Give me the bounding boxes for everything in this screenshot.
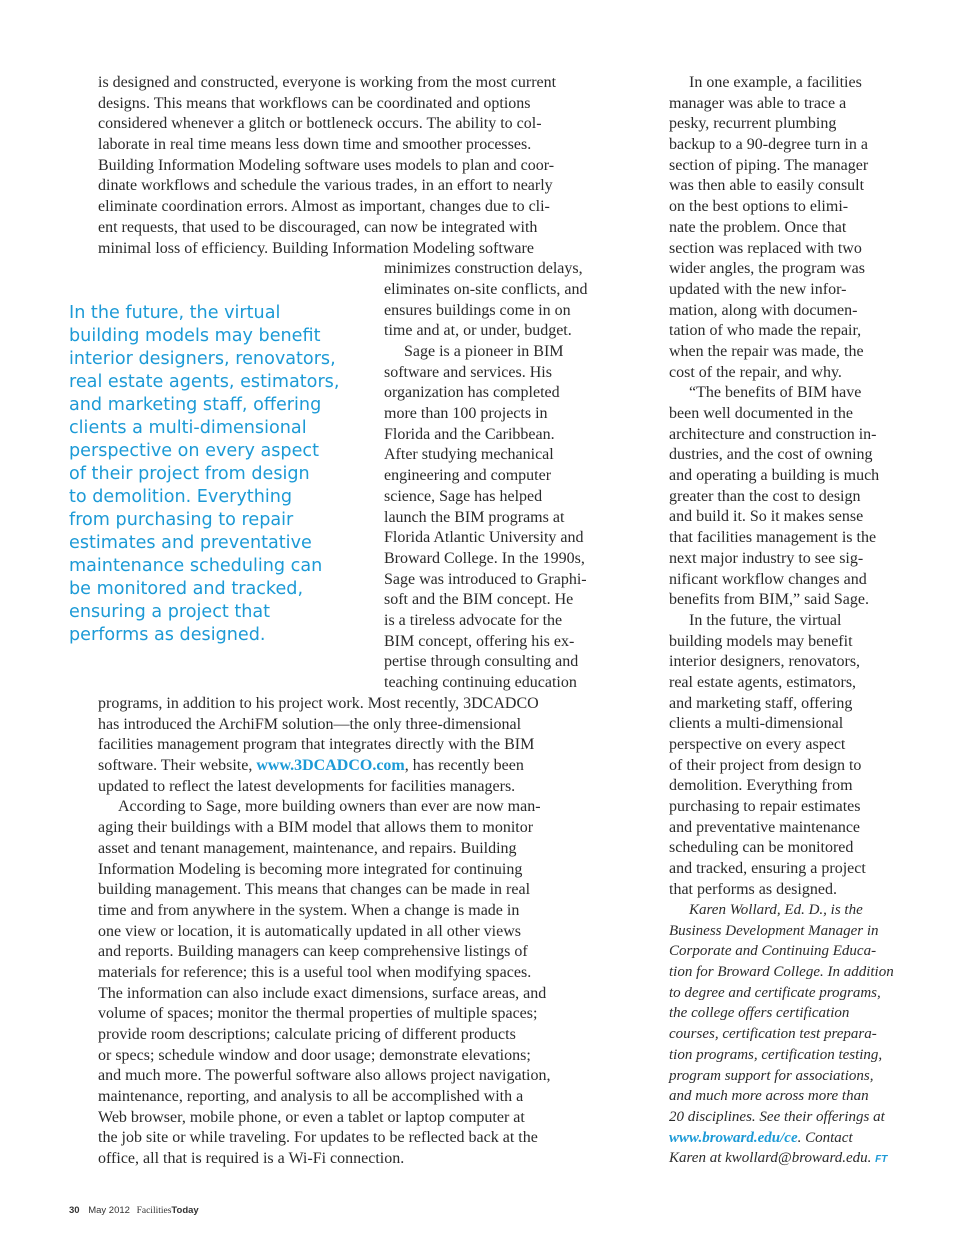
text-line: Information Modeling is becoming more integrated for continuing [98,860,523,878]
bio-line [669,1130,894,1151]
text-line: updated with the new infor- [669,280,847,298]
text-line: that performs as designed. [669,880,837,898]
text-line: software and services. His [384,363,552,381]
right-body [669,74,894,902]
bio-line: Karen Wollard, Ed. D., is the [689,902,863,918]
text-line: ent requests, that used to be discouraged, can now be integrated with [98,218,538,236]
text-line: eliminates on-site conflicts, and [384,280,588,298]
text-line: nificant workflow changes and [669,570,867,588]
text-line: tation of who made the repair, [669,322,862,340]
text-line: architecture and construction in- [669,425,877,443]
text-fragment: , has recently been [404,757,524,775]
author-bio [669,902,894,1171]
text-line: dustries, and the cost of owning [669,446,873,464]
text-line: section was replaced with two [669,239,862,257]
bio-line: to degree and certificate programs, [669,984,881,1001]
bio-line: and much more across more than [669,1088,869,1105]
text-line: has introduced the ArchiFM solution—the only three-dimensional [98,715,522,733]
text-line: building models may benefit [669,632,853,650]
text-line: backup to a 90-degree turn in a [669,136,869,154]
text-line: perspective on every aspect [669,736,846,753]
text-line: more than 100 projects in [384,405,548,423]
text-line: laborate in real time means less down time and smoother processes. [98,136,532,154]
end-mark: FT [875,1154,888,1166]
text-line: engineering and computer [384,467,552,485]
text-line: programs, in addition to his project work. Most recently, 3DCADCO [98,695,539,712]
text-line: building management. This means that changes can be made in real [98,881,531,899]
text-line: asset and tenant management, maintenance, and repairs. Building [98,839,517,857]
text-line: the job site or while traveling. For updates to be reflected back at the [98,1129,538,1147]
text-line: and operating a building is much [669,467,880,485]
text-line: “The benefits of BIM have [689,384,862,402]
text-line: Broward College. In the 1990s, [384,549,585,567]
text-line: been well documented in the [669,405,853,422]
magazine-name-prefix: Facilities [136,1206,172,1216]
left-top-paragraph [98,74,603,260]
text-line: After studying mechanical [384,446,554,464]
text-line: on the best options to elimi- [669,198,849,216]
bio-line [669,1150,894,1171]
text-line: and marketing staff, offering [669,694,853,712]
text-line: mation, along with documen- [669,301,858,319]
pull-quote-line: of their project from design [69,464,310,484]
issue-date: May 2012 [88,1205,130,1216]
text-line: pertise through consulting and [384,653,579,671]
text-fragment: software. Their website, [98,757,257,775]
text-line: and preventative maintenance [669,818,861,836]
text-line: nate the problem. Once that [669,218,847,236]
text-line: next major industry to see sig- [669,549,864,567]
left-bottom-paragraph [98,695,603,1171]
text-line: or specs; schedule window and door usage; demonstrate elevations; [98,1046,531,1064]
text-line: wider angles, the program was [669,260,865,278]
text-line: manager was able to trace a [669,94,847,112]
text-line: eliminate coordination errors. Almost as important, changes due to cli- [98,198,550,216]
pull-quote [69,302,349,647]
text-line: one view or location, it is automatically updated in all other views [98,922,521,940]
text-line: purchasing to repair estimates [669,798,861,816]
text-line: In one example, a facilities [689,74,862,91]
magazine-name-suffix: Today [171,1205,199,1216]
website-link[interactable]: www.3DCADCO.com [256,757,405,775]
pull-quote-line: to demolition. Everything [69,487,293,507]
bio-line: tion programs, certification testing, [669,1046,883,1063]
broward-link[interactable]: www.broward.edu/ce [669,1129,798,1146]
bio-line: courses, certification test prepara- [669,1026,877,1043]
text-line: considered whenever a glitch or bottleneck occurs. The ability to col- [98,115,542,133]
text-line: and build it. So it makes sense [669,508,864,526]
text-line: BIM concept, offering his ex- [384,632,575,650]
page-footer [69,1205,199,1216]
pull-quote-line: from purchasing to repair [69,510,294,530]
text-line: Sage was introduced to Graphi- [384,570,587,588]
text-line: scheduling can be monitored [669,839,854,857]
text-line: office, all that is required is a Wi-Fi connection. [98,1150,405,1168]
text-line: dinate workflows and schedule the various trades, in an effort to nearly [98,177,553,195]
bio-line: program support for associations, [669,1067,874,1084]
bio-line: tion for Broward College. In addition [669,964,894,981]
text-line [98,757,603,778]
pull-quote-line: and marketing staff, offering [69,395,322,415]
text-line: and reports. Building managers can keep comprehensive listings of [98,943,528,961]
pull-quote-line: perspective on every aspect [69,441,319,461]
text-line: Florida and the Caribbean. [384,425,555,443]
pull-quote-line: interior designers, renovators, [69,349,336,369]
text-line: demolition. Everything from [669,777,853,795]
text-line: section of piping. The manager [669,156,869,174]
bio-line: the college offers certification [669,1005,850,1022]
text-line: provide room descriptions; calculate pricing of different products [98,1026,516,1043]
left-narrow-paragraph [384,260,604,694]
text-line: ensures buildings come in on [384,301,571,319]
pull-quote-line: building models may benefit [69,326,321,346]
text-line: real estate agents, estimators, [669,673,857,691]
text-line: minimal loss of efficiency. Building Information Modeling software [98,239,534,257]
text-line: teaching continuing education [384,674,577,692]
text-line: aging their buildings with a BIM model that allows them to monitor [98,819,534,837]
text-line: is designed and constructed, everyone is working from the most current [98,74,557,91]
pull-quote-line: real estate agents, estimators, [69,372,340,392]
text-line: time and at, or under, budget. [384,322,572,340]
pull-quote-line: be monitored and tracked, [69,579,304,599]
text-line: facilities management program that integrates directly with the BIM [98,736,535,754]
text-line: materials for reference; this is a useful tool when modifying spaces. [98,963,532,981]
text-line: when the repair was made, the [669,342,864,360]
text-line: greater than the cost to design [669,487,861,505]
text-line: volume of spaces; monitor the thermal properties of multiple spaces; [98,1005,538,1023]
text-line: The information can also include exact dimensions, surface areas, and [98,984,547,1002]
text-line: benefits from BIM,” said Sage. [669,591,869,609]
text-line: that facilities management is the [669,529,877,547]
bio-line: 20 disciplines. See their offerings at [669,1108,885,1125]
text-line: launch the BIM programs at [384,508,565,526]
text-line: interior designers, renovators, [669,653,861,671]
pull-quote-line: maintenance scheduling can [69,556,323,576]
text-line: time and from anywhere in the system. When a change is made in [98,901,520,919]
pull-quote-line: In the future, the virtual [69,303,281,323]
text-line: clients a multi-dimensional [669,715,844,733]
text-line: Sage is a pioneer in BIM [404,343,564,361]
text-line: cost of the repair, and why. [669,363,842,381]
text-fragment: . Contact [797,1129,853,1146]
text-line: minimizes construction delays, [384,260,583,278]
text-line: and much more. The powerful software also allows project navigation, [98,1067,551,1085]
text-line: and tracked, ensuring a project [669,860,866,878]
text-line: designs. This means that workflows can be coordinated and options [98,94,531,112]
page-number: 30 [69,1205,80,1216]
pull-quote-line: clients a multi-dimensional [69,418,307,438]
text-line: soft and the BIM concept. He [384,591,574,609]
text-line: In the future, the virtual [689,611,842,629]
text-line: pesky, recurrent plumbing [669,115,837,133]
text-line: Web browser, mobile phone, or even a tablet or laptop computer at [98,1108,525,1126]
text-line: According to Sage, more building owners than ever are now man- [118,798,541,816]
text-line: maintenance, reporting, and analysis to all be accomplished with a [98,1088,524,1106]
text-line: organization has completed [384,384,560,402]
text-line: Building Information Modeling software uses models to plan and coor- [98,156,555,174]
text-line: science, Sage has helped [384,487,543,505]
text-line: of their project from design to [669,756,862,774]
pull-quote-line: performs as designed. [69,625,266,645]
text-line: was then able to easily consult [669,177,865,195]
bio-line: Business Development Manager in [669,922,879,939]
text-line: Florida Atlantic University and [384,529,584,547]
bio-line: Corporate and Continuing Educa- [669,943,877,960]
text-fragment: Karen at kwollard@broward.edu. [669,1150,872,1167]
pull-quote-line: estimates and preventative [69,533,312,553]
pull-quote-line: ensuring a project that [69,602,271,622]
text-line: is a tireless advocate for the [384,611,563,629]
text-line: updated to reflect the latest developments for facilities managers. [98,777,516,795]
